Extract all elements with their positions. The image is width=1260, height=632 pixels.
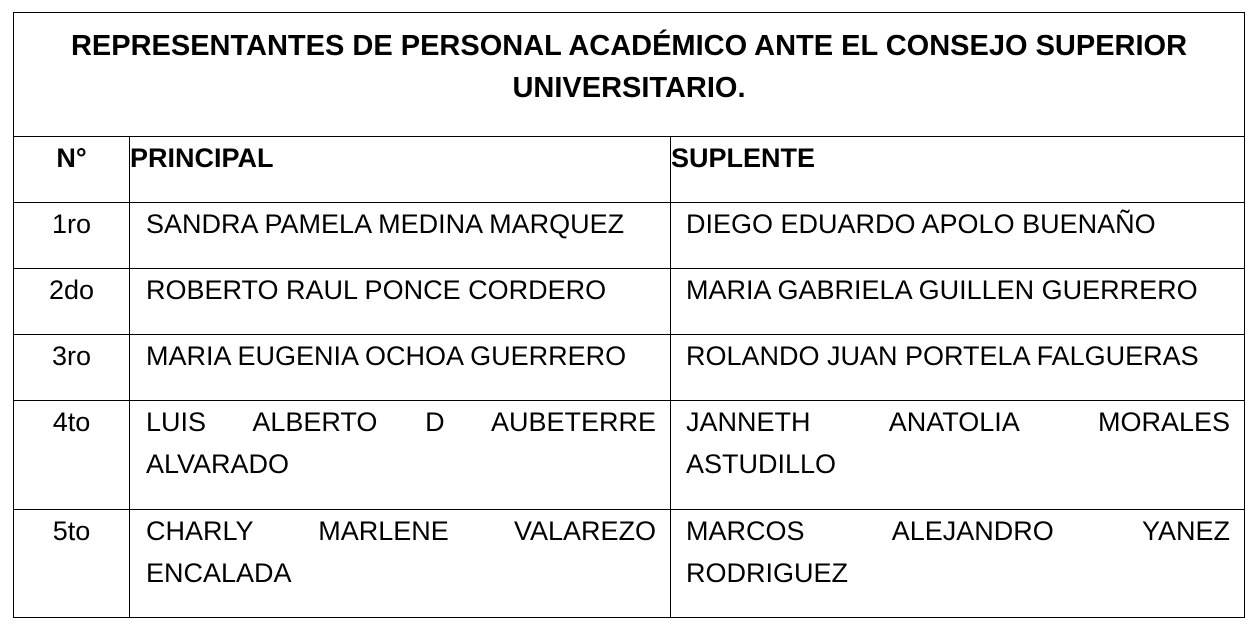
row-num: 3ro bbox=[51, 341, 92, 371]
row-num: 5to bbox=[52, 516, 91, 546]
header-num: N° bbox=[56, 143, 87, 173]
table-row bbox=[14, 335, 1244, 401]
header-suplente: SUPLENTE bbox=[670, 137, 1244, 202]
row-principal: ROBERTO RAUL PONCE CORDERO bbox=[129, 269, 670, 334]
table-title-text: REPRESENTANTES DE PERSONAL ACADÉMICO ANTE EL CONSEJO SUPERIOR UNIVERSITARIO. bbox=[70, 30, 1188, 104]
table-title bbox=[14, 13, 1244, 137]
row-principal: SANDRA PAMELA MEDINA MARQUEZ bbox=[129, 203, 670, 268]
row-principal: LUIS ALBERTO D AUBETERRE ALVARADO bbox=[129, 401, 670, 509]
row-suplente: MARCOS ALEJANDRO YANEZ RODRIGUEZ bbox=[670, 510, 1244, 617]
header-principal: PRINCIPAL bbox=[129, 137, 670, 202]
row-suplente: JANNETH ANATOLIA MORALES ASTUDILLO bbox=[670, 401, 1244, 509]
table-row bbox=[14, 203, 1244, 269]
row-suplente: DIEGO EDUARDO APOLO BUENAÑO bbox=[670, 203, 1244, 268]
table-row bbox=[14, 269, 1244, 335]
row-num: 4to bbox=[52, 407, 91, 437]
row-suplente: MARIA GABRIELA GUILLEN GUERRERO bbox=[670, 269, 1244, 334]
header-row bbox=[14, 137, 1244, 203]
row-principal: CHARLY MARLENE VALAREZO ENCALADA bbox=[129, 510, 670, 617]
row-suplente: ROLANDO JUAN PORTELA FALGUERAS bbox=[670, 335, 1244, 400]
table-row bbox=[14, 401, 1244, 510]
row-num: 2do bbox=[48, 275, 95, 305]
row-principal: MARIA EUGENIA OCHOA GUERRERO bbox=[129, 335, 670, 400]
representatives-table bbox=[13, 12, 1245, 618]
row-num: 1ro bbox=[51, 209, 92, 239]
table-row bbox=[14, 510, 1244, 617]
